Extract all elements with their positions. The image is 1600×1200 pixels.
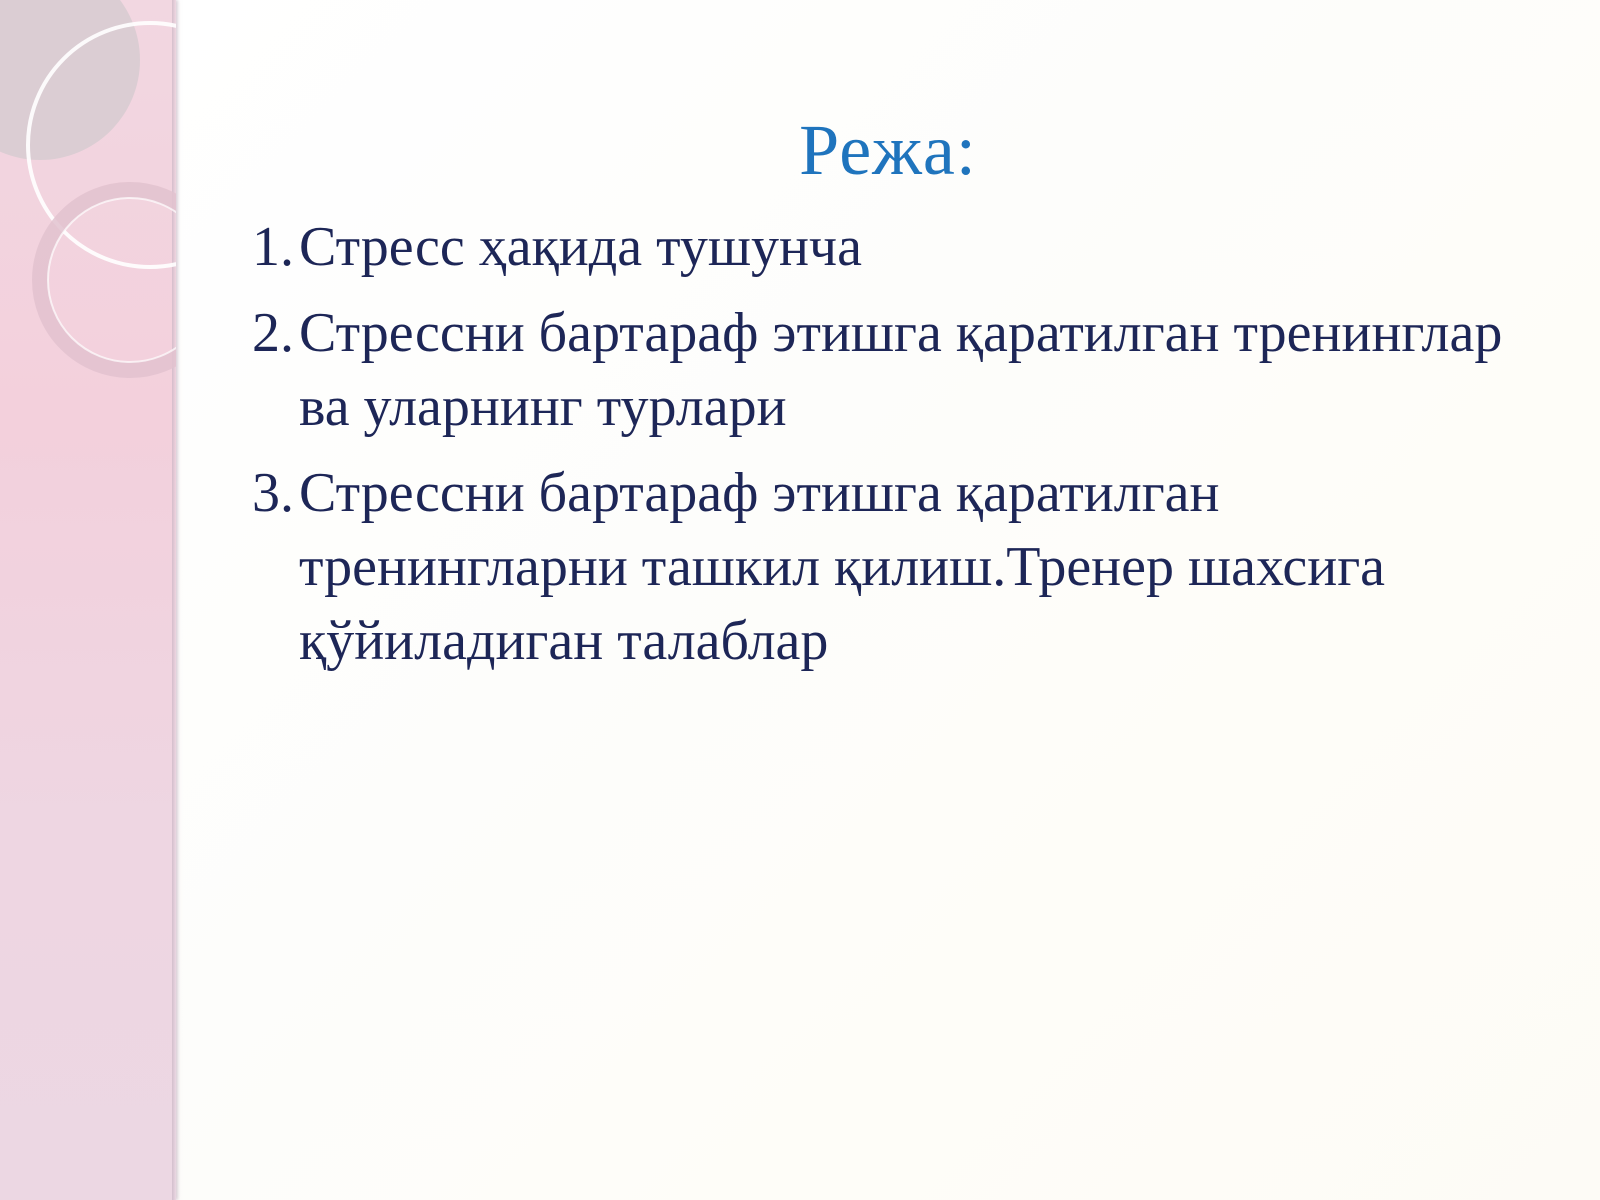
list-item (252, 296, 1552, 444)
pink-ring-shape (40, 190, 176, 370)
slide-title (176, 105, 1600, 195)
list-item (252, 456, 1552, 678)
slide-title-text: Режа: (799, 110, 977, 190)
list-item-text: Стрессни бартараф этишга қаратилган тренинглар ва уларнинг турлари (299, 302, 1503, 438)
list-item-number: 2. (252, 302, 294, 364)
decorative-circles (0, 0, 176, 420)
list-item-number: 1. (252, 216, 294, 278)
list-item-text: Стрессни бартараф этишга қаратилган тренингларни ташкил қилиш.Тренер шахсига қўйиладиган талаблар (299, 462, 1386, 672)
gray-circle-shape (0, 0, 140, 160)
list-item-text: Стресс ҳақида тушунча (299, 216, 862, 278)
plan-list (252, 210, 1552, 690)
list-item-number: 3. (252, 462, 294, 524)
list-item (252, 210, 1552, 284)
